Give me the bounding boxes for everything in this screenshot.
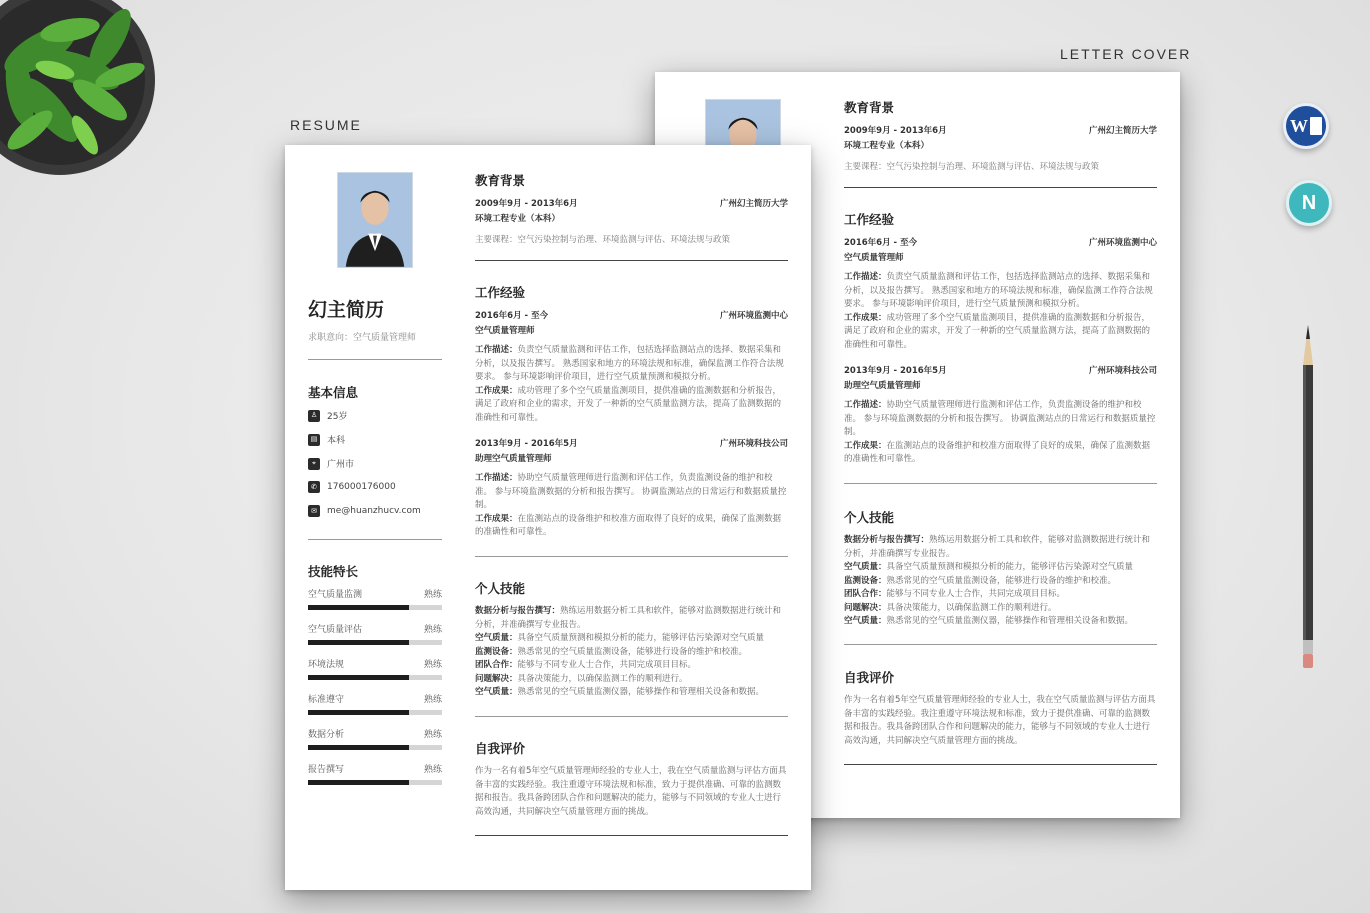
job-item bbox=[844, 364, 1157, 467]
skill-name: 空气质量评估 bbox=[308, 625, 363, 635]
job-result: 工作成果：在监测站点的设备维护和校准方面取得了良好的成果，确保了监测数据的准确性和可靠性。 bbox=[475, 513, 782, 537]
job-result: 工作成果：成功管理了多个空气质量监测项目，提供准确的监测数据和分析报告，满足了政府和企业的需求，开发了一种新的空气质量监测方法，提高了监测数据的准确性和可靠性。 bbox=[475, 385, 782, 423]
job-description: 工作描述：协助空气质量管理师进行监测和评估工作，负责监测设备的维护和校准。 参与环境监测数据的分析和报告撰写。 协调监测站点的日常运行和数据质量控制。 bbox=[475, 473, 787, 510]
job-result: 工作成果：成功管理了多个空气质量监测项目，提供准确的监测数据和分析报告，满足了政府和企业的需求，开发了一种新的空气质量监测方法，提高了监测数据的准确性和可靠性。 bbox=[844, 312, 1151, 350]
skill-bar-fill bbox=[308, 710, 409, 715]
education-heading: 教育背景 bbox=[475, 173, 526, 188]
work-heading: 工作经验 bbox=[844, 212, 895, 227]
skill-bar bbox=[308, 745, 442, 750]
info-phone: ✆ 176000176000 bbox=[308, 481, 396, 493]
skill-item bbox=[308, 762, 442, 785]
n-app-icon[interactable]: N bbox=[1286, 180, 1332, 226]
divider bbox=[844, 187, 1157, 188]
skill-item bbox=[308, 657, 442, 680]
job-company: 广州环境监测中心 bbox=[1088, 238, 1157, 248]
basic-info-heading: 基本信息 bbox=[308, 385, 359, 400]
job-title: 助理空气质量管理师 bbox=[475, 454, 552, 464]
mail-icon: ✉ bbox=[308, 505, 320, 517]
job-company: 广州环境科技公司 bbox=[1088, 366, 1157, 376]
job-result: 工作成果：在监测站点的设备维护和校准方面取得了良好的成果，确保了监测数据的准确性和可靠性。 bbox=[844, 440, 1151, 464]
education-courses: 主要课程：空气污染控制与治理、环境监测与评估、环境法规与政策 bbox=[475, 235, 731, 245]
skill-bar bbox=[308, 640, 442, 645]
phone-icon: ✆ bbox=[308, 481, 320, 493]
job-period: 2013年9月 - 2016年5月 bbox=[475, 439, 578, 449]
self-evaluation-text: 作为一名有着5年空气质量管理师经验的专业人士，我在空气质量监测与评估方面具备丰富的实践经验。我注重遵守环境法规和标准，致力于提供准确、可靠的监测数据和报告。我具备跨团队合作和问题解决的能力，能够与不同领域的专业人士进行高效沟通，共同解决空气质量管理方面的挑战。 bbox=[844, 695, 1156, 746]
self-evaluation-text: 作为一名有着5年空气质量管理师经验的专业人士，我在空气质量监测与评估方面具备丰富的实践经验。我注重遵守环境法规和标准，致力于提供准确、可靠的监测数据和报告。我具备跨团队合作和问题解决的能力，能够与不同领域的专业人士进行高效沟通，共同解决空气质量管理方面的挑战。 bbox=[475, 766, 787, 817]
skill-item bbox=[308, 727, 442, 750]
education-period: 2009年9月 - 2013年6月 bbox=[844, 126, 947, 136]
job-description: 工作描述：负责空气质量监测和评估工作，包括选择监测站点的选择、数据采集和分析，以及报告撰写。 熟悉国家和地方的环境法规和标准，确保监测工作符合法规要求。 参与环境影响评价项目，进行空气质量预测和模拟分析。 bbox=[844, 272, 1153, 309]
skill-name: 数据分析 bbox=[308, 730, 345, 740]
resume-page bbox=[285, 145, 811, 890]
education-courses: 主要课程：空气污染控制与治理、环境监测与评估、环境法规与政策 bbox=[844, 162, 1100, 172]
divider bbox=[844, 483, 1157, 484]
info-email[interactable]: ✉ me@huanzhucv.com bbox=[308, 505, 421, 517]
self-evaluation-section bbox=[844, 668, 1157, 748]
skill-level: 熟练 bbox=[423, 590, 442, 600]
word-app-icon[interactable]: W bbox=[1283, 103, 1329, 149]
job-intent: 求职意向：空气质量管理师 bbox=[308, 333, 417, 343]
skills-sidebar-heading: 技能特长 bbox=[308, 564, 359, 579]
divider bbox=[844, 644, 1157, 645]
education-major: 环境工程专业（本科） bbox=[844, 141, 930, 151]
education-section bbox=[475, 171, 788, 245]
education-school: 广州幻主简历大学 bbox=[719, 199, 788, 209]
education-icon: ▤ bbox=[308, 434, 320, 446]
work-section bbox=[475, 283, 788, 540]
skills-heading: 个人技能 bbox=[844, 510, 895, 525]
skills-section bbox=[475, 579, 788, 700]
skill-bar bbox=[308, 605, 442, 610]
job-description: 工作描述：负责空气质量监测和评估工作，包括选择监测站点的选择、数据采集和分析，以及报告撰写。 熟悉国家和地方的环境法规和标准，确保监测工作符合法规要求。 参与环境影响评价项目，进行空气质量预测和模拟分析。 bbox=[475, 345, 784, 382]
info-location: ⌖ 广州市 bbox=[308, 457, 354, 470]
pencil-decoration bbox=[1300, 325, 1316, 670]
skill-level: 熟练 bbox=[423, 695, 442, 705]
divider bbox=[844, 764, 1157, 765]
skill-level: 熟练 bbox=[423, 765, 442, 775]
job-description: 工作描述：协助空气质量管理师进行监测和评估工作，负责监测设备的维护和校准。 参与环境监测数据的分析和报告撰写。 协调监测站点的日常运行和数据质量控制。 bbox=[844, 400, 1156, 437]
divider bbox=[308, 359, 442, 360]
job-item bbox=[475, 309, 788, 425]
portrait-photo bbox=[337, 172, 413, 268]
skill-bar-fill bbox=[308, 640, 409, 645]
person-icon: ♙ bbox=[308, 410, 320, 422]
skills-heading: 个人技能 bbox=[475, 581, 526, 596]
job-item bbox=[475, 437, 788, 540]
skills-list: 数据分析与报告撰写：熟练运用数据分析工具和软件，能够对监测数据进行统计和分析，并准确撰写专业报告。 空气质量：具备空气质量预测和模拟分析的能力，能够评估污染源对空气质量 监测设备：熟悉常见的空气质量监测设备，能够进行设备的维护和校准。 团队合作：能够与不同专业人士合作，共同完成项目目标。 问题解决：具备决策能力，以确保监测工作的顺利进行。 空气质量：熟悉常见的空气质量监测仪器，能够操作和管理相关设备和数据。 bbox=[475, 606, 782, 697]
skill-bar bbox=[308, 675, 442, 680]
job-period: 2016年6月 - 至今 bbox=[475, 311, 549, 321]
skill-bar-fill bbox=[308, 675, 409, 680]
job-period: 2013年9月 - 2016年5月 bbox=[844, 366, 947, 376]
skill-level: 熟练 bbox=[423, 730, 442, 740]
self-evaluation-heading: 自我评价 bbox=[475, 741, 526, 756]
education-section bbox=[844, 98, 1157, 172]
letter-cover-label: LETTER COVER bbox=[1060, 46, 1192, 62]
work-section bbox=[844, 210, 1157, 467]
candidate-name: 幻主简历 bbox=[308, 299, 385, 321]
skills-section bbox=[844, 508, 1157, 629]
skill-level: 熟练 bbox=[423, 660, 442, 670]
resume-label: RESUME bbox=[290, 117, 362, 133]
divider bbox=[475, 716, 788, 717]
info-education: ▤ 本科 bbox=[308, 433, 345, 446]
education-major: 环境工程专业（本科） bbox=[475, 214, 561, 224]
divider bbox=[475, 835, 788, 836]
job-title: 空气质量管理师 bbox=[475, 326, 535, 336]
info-age: ♙ 25岁 bbox=[308, 409, 347, 422]
location-icon: ⌖ bbox=[308, 458, 320, 470]
skill-item bbox=[308, 622, 442, 645]
skill-bar bbox=[308, 710, 442, 715]
divider bbox=[475, 260, 788, 261]
divider bbox=[475, 556, 788, 557]
education-heading: 教育背景 bbox=[844, 100, 895, 115]
skill-name: 环境法规 bbox=[308, 660, 345, 670]
skill-bar bbox=[308, 780, 442, 785]
skill-name: 报告撰写 bbox=[308, 765, 345, 775]
self-evaluation-heading: 自我评价 bbox=[844, 670, 895, 685]
skills-list: 数据分析与报告撰写：熟练运用数据分析工具和软件，能够对监测数据进行统计和分析，并准确撰写专业报告。 空气质量：具备空气质量预测和模拟分析的能力，能够评估污染源对空气质量 监测设备：熟悉常见的空气质量监测设备，能够进行设备的维护和校准。 团队合作：能够与不同专业人士合作，共同完成项目目标。 问题解决：具备决策能力，以确保监测工作的顺利进行。 空气质量：熟悉常见的空气质量监测仪器，能够操作和管理相关设备和数据。 bbox=[844, 535, 1151, 626]
work-heading: 工作经验 bbox=[475, 285, 526, 300]
job-period: 2016年6月 - 至今 bbox=[844, 238, 918, 248]
job-company: 广州环境科技公司 bbox=[719, 439, 788, 449]
skill-name: 标准遵守 bbox=[308, 695, 345, 705]
skill-bar-fill bbox=[308, 780, 409, 785]
job-company: 广州环境监测中心 bbox=[719, 311, 788, 321]
skill-item bbox=[308, 692, 442, 715]
job-title: 助理空气质量管理师 bbox=[844, 381, 921, 391]
education-school: 广州幻主简历大学 bbox=[1088, 126, 1157, 136]
skill-bar-fill bbox=[308, 745, 409, 750]
skill-name: 空气质量监测 bbox=[308, 590, 363, 600]
plant-decoration bbox=[0, 0, 180, 200]
job-item bbox=[844, 236, 1157, 352]
skill-item bbox=[308, 587, 442, 610]
skill-bar-fill bbox=[308, 605, 409, 610]
education-period: 2009年9月 - 2013年6月 bbox=[475, 199, 578, 209]
job-title: 空气质量管理师 bbox=[844, 253, 904, 263]
self-evaluation-section bbox=[475, 739, 788, 819]
skill-level: 熟练 bbox=[423, 625, 442, 635]
divider bbox=[308, 539, 442, 540]
